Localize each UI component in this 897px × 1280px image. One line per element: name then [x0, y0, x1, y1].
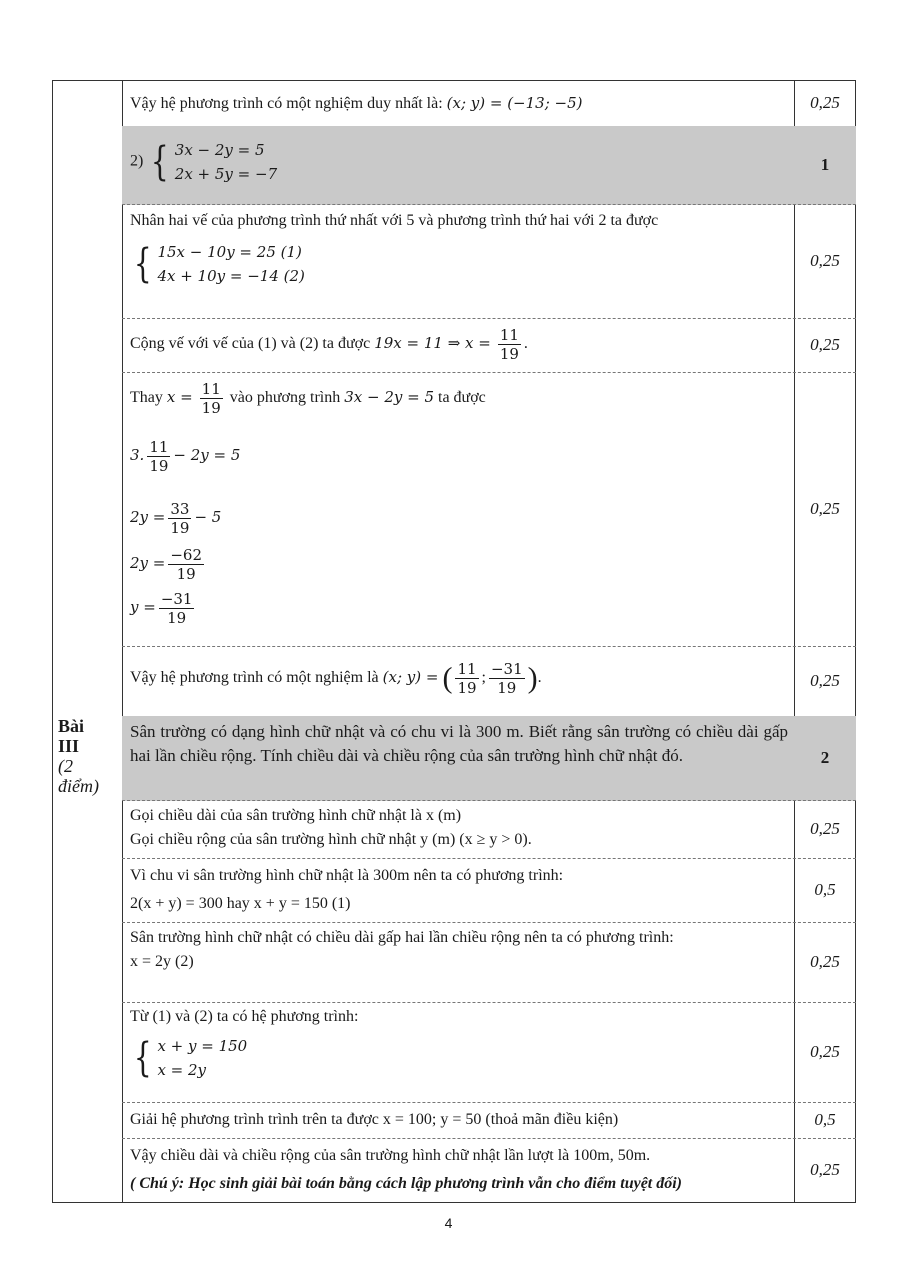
score-cell: 0,25	[810, 1160, 840, 1179]
derivation-step: 2y = $\frac{-62}{19}$	[130, 546, 203, 583]
fraction: $\frac{11}{19}$	[499, 326, 519, 363]
equation-system: { 3x − 2y = 5 2x + 5y = −7	[151, 139, 278, 185]
equation: 15x − 10y = 25 (1)	[157, 243, 302, 261]
equation: x = 2y	[157, 1061, 207, 1079]
row-text: Gọi chiều dài của sân trường hình chữ nhật là x (m)	[130, 807, 462, 824]
table-row	[122, 800, 856, 859]
derivation-step: y = $\frac{-31}{19}$	[130, 590, 193, 627]
row-text: Giải hệ phương trình trình trên ta được x = 100; y = 50 (thoả mãn điều kiện)	[130, 1111, 619, 1128]
score-cell: 0,25	[810, 952, 840, 971]
row-text: Vậy hệ phương trình có một nghiệm là	[130, 669, 383, 687]
problem-title: Bài	[58, 716, 85, 736]
math-expression: (x; y) =	[382, 668, 439, 687]
score-cell: 0,25	[810, 499, 840, 518]
equation: 4x + 10y = −14 (2)	[157, 267, 305, 285]
table-row	[122, 716, 856, 801]
note-text: ( Chú ý: Học sinh giải bài toán bằng cách lập phương trình vẫn cho điểm tuyệt đối)	[130, 1175, 683, 1192]
score-cell: 0,25	[810, 93, 840, 112]
problem-points-unit: điểm)	[58, 776, 99, 796]
score-cell: 1	[820, 155, 830, 174]
row-text: Vì chu vi sân trường hình chữ nhật là 300m nên ta có phương trình:	[130, 867, 564, 884]
row-text: ta được	[438, 389, 486, 407]
score-cell: 0,25	[810, 1042, 840, 1061]
table-row	[122, 1102, 856, 1139]
fraction: $\frac{11}{19}$	[457, 660, 477, 697]
row-text: Vậy chiều dài và chiều rộng của sân trường hình chữ nhật lần lượt là 100m, 50m.	[130, 1147, 651, 1164]
problem-label	[52, 716, 128, 796]
answer-table	[52, 80, 856, 1203]
table-row	[122, 80, 856, 127]
row-text: vào phương trình	[229, 389, 345, 407]
equation: 3x − 2y = 5	[174, 141, 265, 159]
problem-points: (2	[58, 756, 73, 776]
table-row	[122, 922, 856, 1003]
score-cell: 2	[820, 748, 830, 767]
row-text: Gọi chiều rộng của sân trường hình chữ nhật y (m) (x ≥ y > 0).	[130, 831, 532, 848]
table-row: Cộng vế với vế của (1) và (2) ta được 19x = 11 ⇒ x = $\frac{11}{19}$ . 0,25	[122, 318, 856, 373]
row-text: Vậy hệ phương trình có một nghiệm duy nhất là:	[130, 95, 447, 112]
question-label: 2)	[130, 152, 144, 170]
row-text: Thay	[130, 389, 167, 407]
derivation-step: 3. $\frac{11}{19}$ − 2y = 5	[130, 438, 241, 475]
math-expression: (x; y) = (−13; −5)	[446, 94, 583, 112]
problem-statement: Sân trường có dạng hình chữ nhật và có chu vi là 300 m. Biết rằng sân trường có chiều dài gấp hai lần chiều rộng. Tính chiều dài và chiều rộng của sân trường hình chữ nhật đó.	[130, 722, 788, 765]
math-expression: x =	[166, 388, 193, 407]
row-text: 2(x + y) = 300 hay x + y = 150 (1)	[130, 895, 351, 912]
equation: 2x + 5y = −7	[174, 165, 278, 183]
score-cell: 0,25	[810, 671, 840, 690]
fraction: $\frac{11}{19}$	[201, 380, 221, 417]
fraction: $\frac{-31}{19}$	[490, 660, 523, 697]
row-text: x = 2y (2)	[130, 953, 194, 970]
table-row	[122, 372, 856, 647]
row-text: Từ (1) và (2) ta có hệ phương trình:	[130, 1008, 359, 1025]
row-text: Nhân hai vế của phương trình thứ nhất với 5 và phương trình thứ hai với 2 ta được	[130, 212, 659, 229]
table-row	[122, 204, 856, 319]
score-cell: 0,5	[814, 880, 836, 899]
row-text: Cộng vế với vế của (1) và (2) ta được	[130, 335, 375, 353]
row-text: Sân trường hình chữ nhật có chiều dài gấp hai lần chiều rộng nên ta có phương trình:	[130, 929, 674, 946]
table-row	[122, 126, 856, 205]
score-cell: 0,25	[810, 335, 840, 354]
table-row: Vậy hệ phương trình có một nghiệm là (x; y) = ( $\frac{11}{19}$ ; $\frac{-31}{19}$ ). 0,25	[122, 646, 856, 717]
table-row	[122, 1138, 856, 1202]
score-cell: 0,25	[810, 819, 840, 838]
left-border	[52, 80, 53, 1203]
score-cell: 0,25	[810, 251, 840, 270]
page-number: 4	[444, 1215, 453, 1231]
math-expression: 19x = 11 ⇒ x =	[374, 334, 491, 353]
score-cell: 0,5	[814, 1110, 836, 1129]
math-expression: 3x − 2y = 5	[344, 388, 434, 407]
table-row	[122, 858, 856, 923]
equation-system: { 15x − 10y = 25 (1) 4x + 10y = −14 (2)	[133, 241, 305, 287]
equation-system: { x + y = 150 x = 2y	[133, 1035, 248, 1081]
bottom-border	[52, 1202, 856, 1203]
derivation-step: 2y = $\frac{33}{19}$ − 5	[130, 500, 222, 537]
problem-number: III	[58, 736, 80, 756]
table-row	[122, 1002, 856, 1103]
equation: x + y = 150	[157, 1037, 248, 1055]
